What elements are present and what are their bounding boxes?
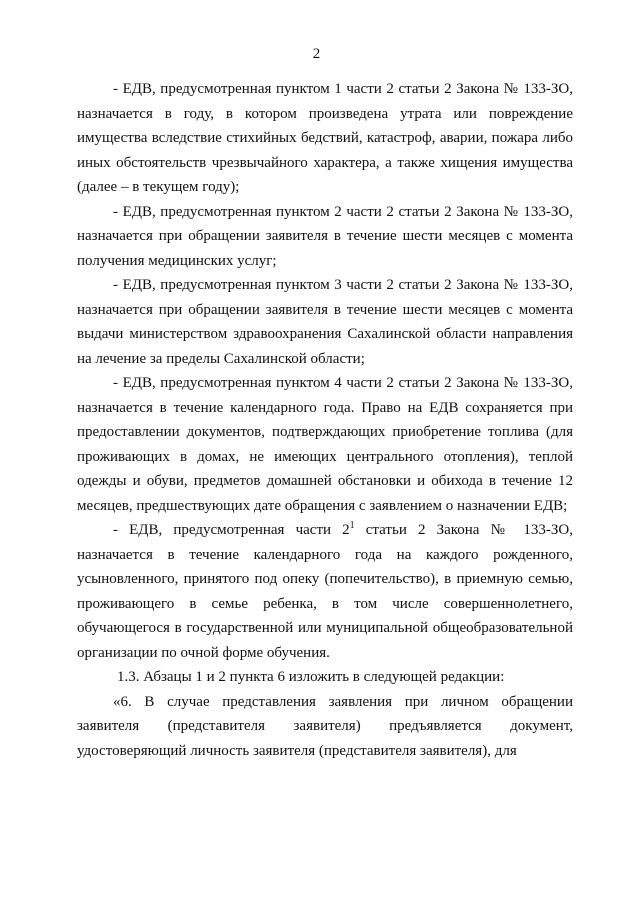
paragraph-edv-5-rest: статьи 2 Закона № 133-ЗО, назначается в течение календарного года на каждого рожденного, усыновленного, принятого под опеку (попечительство), в приемную семью, проживающего в семье ребенка, в том числе совершеннолетнего, обучающегося в государственной или муниципальной общеобразовательной организации по очной форме обучения. — [77, 522, 573, 661]
paragraph-edv-4: - ЕДВ, предусмотренная пунктом 4 части 2 статьи 2 Закона № 133-ЗО, назначается в течение календарного года. Право на ЕДВ сохраняется при предоставлении документов, подтверждающих приобретение топлива (для проживающих в домах, не имеющих центрального отопления), теплой одежды и обуви, предметов домашней обстановки и обихода в течение 12 месяцев, предшествующих дате обращения с заявлением о назначении ЕДВ; — [77, 375, 573, 514]
paragraph-edv-2: - ЕДВ, предусмотренная пунктом 2 части 2 статьи 2 Закона № 133-ЗО, назначается при обращении заявителя в течение шести месяцев с момента получения медицинских услуг; — [77, 203, 573, 269]
paragraph-edv-1: - ЕДВ, предусмотренная пунктом 1 части 2 статьи 2 Закона № 133-ЗО, назначается в году, в котором произведена утрата или повреждение имущества вследствие стихийных бедствий, катастроф, аварии, пожара либо иных обстоятельств чрезвычайного характера, а также хищения имущества (далее – в текущем году); — [77, 81, 573, 195]
paragraph-edv-5 — [77, 518, 573, 665]
paragraph-item-1-3: 1.3. Абзацы 1 и 2 пункта 6 изложить в следующей редакции: — [117, 669, 505, 685]
paragraph-edv-5-start: - ЕДВ, предусмотренная части 2 — [113, 522, 350, 538]
document-body — [77, 77, 573, 763]
paragraph-edv-3: - ЕДВ, предусмотренная пунктом 3 части 2 статьи 2 Закона № 133-ЗО, назначается при обращении заявителя в течение шести месяцев с момента выдачи министерством здравоохранения Сахалинской области направления на лечение за пределы Сахалинской области; — [77, 277, 573, 367]
superscript-index: 1 — [349, 520, 355, 531]
paragraph-item-6: «6. В случае представления заявления при личном обращении заявителя (представителя заявителя) предъявляется документ, удостоверяющий личность заявителя (представителя заявителя), для — [77, 693, 573, 759]
page-number: 2 — [312, 46, 321, 62]
